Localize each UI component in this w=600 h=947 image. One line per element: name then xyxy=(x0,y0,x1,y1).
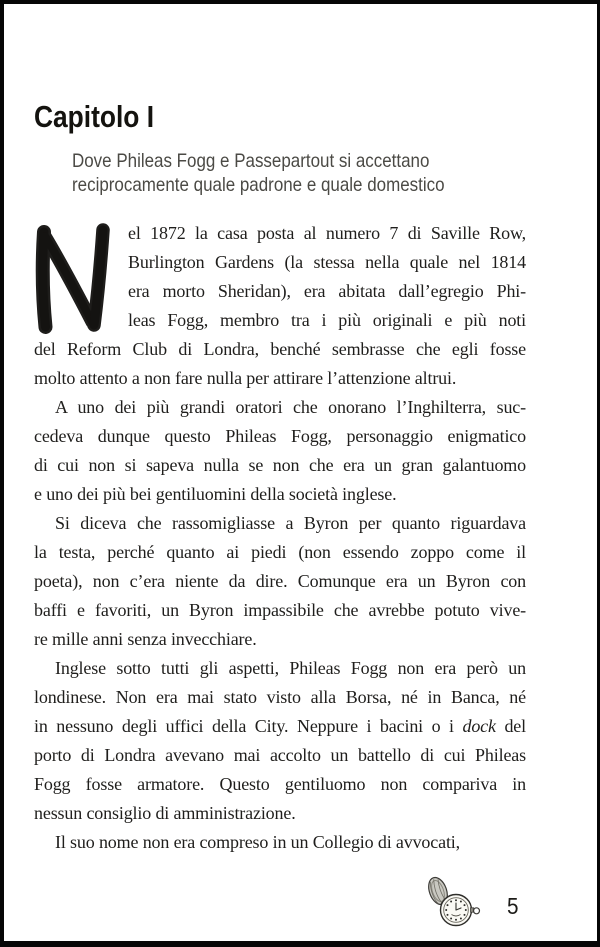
text-line: del Reform Club di Londra, benché sembrasse che egli fosse xyxy=(34,339,526,359)
text-line: era morto Sheridan), era abitata dall’egregio Phi- xyxy=(128,281,526,301)
text-line: la testa, perché quanto ai piedi (non essendo zoppo come il xyxy=(34,542,526,562)
page-content xyxy=(4,4,597,857)
text-line: poeta), non c’era niente da dire. Comunque era un Byron con xyxy=(34,571,526,591)
pocket-watch-icon xyxy=(425,873,481,931)
text-line: di cui non si sapeva nulla se non che era un gran galantuomo xyxy=(34,455,526,475)
paragraph xyxy=(34,654,526,828)
text-line: in nessuno degli uffici della City. Neppure i bacini o i dock del xyxy=(34,716,527,736)
text-line: Si diceva che rassomigliasse a Byron per quanto riguardava xyxy=(55,513,526,533)
paragraph xyxy=(34,828,526,857)
subtitle-line: reciprocamente quale padrone e quale domestico xyxy=(72,173,445,196)
body-text xyxy=(34,219,526,857)
text-line: A uno dei più grandi oratori che onorano l’Inghilterra, suc- xyxy=(55,397,526,417)
text-line: Burlington Gardens (la stessa nella quale nel 1814 xyxy=(128,252,526,272)
text-line: leas Fogg, membro tra i più originali e più noti xyxy=(128,310,526,330)
page-number: 5 xyxy=(507,893,519,919)
subtitle-line: Dove Phileas Fogg e Passepartout si accettano xyxy=(72,150,430,172)
text-line: el 1872 la casa posta al numero 7 di Saville Row, xyxy=(128,223,526,243)
text-line: Il suo nome non era compreso in un Collegio di avvocati, xyxy=(55,832,461,852)
chapter-title: Capitolo I xyxy=(34,99,155,134)
text-line: Inglese sotto tutti gli aspetti, Phileas Fogg non era però un xyxy=(55,658,526,678)
paragraph xyxy=(34,509,526,654)
text-line: molto attento a non fare nulla per attirare l’attenzione altrui. xyxy=(34,368,457,388)
text-line: porto di Londra avevano mai accolto un battello di cui Phileas xyxy=(34,745,526,765)
text-line: re mille anni senza invecchiare. xyxy=(34,629,257,649)
text-line: baffi e favoriti, un Byron impassibile che avrebbe potuto vive- xyxy=(34,600,526,620)
text-line: cedeva dunque questo Phileas Fogg, personaggio enigmatico xyxy=(34,426,526,446)
drop-cap-letter xyxy=(32,223,112,335)
paragraph xyxy=(34,393,526,509)
text-line: Fogg fosse armatore. Questo gentiluomo non compariva in xyxy=(34,774,526,794)
text-line: e uno dei più bei gentiluomini della società inglese. xyxy=(34,484,397,504)
text-line: nessun consiglio di amministrazione. xyxy=(34,803,296,823)
text-line: londinese. Non era mai stato visto alla Borsa, né in Banca, né xyxy=(34,687,526,707)
chapter-subtitle xyxy=(72,150,467,197)
